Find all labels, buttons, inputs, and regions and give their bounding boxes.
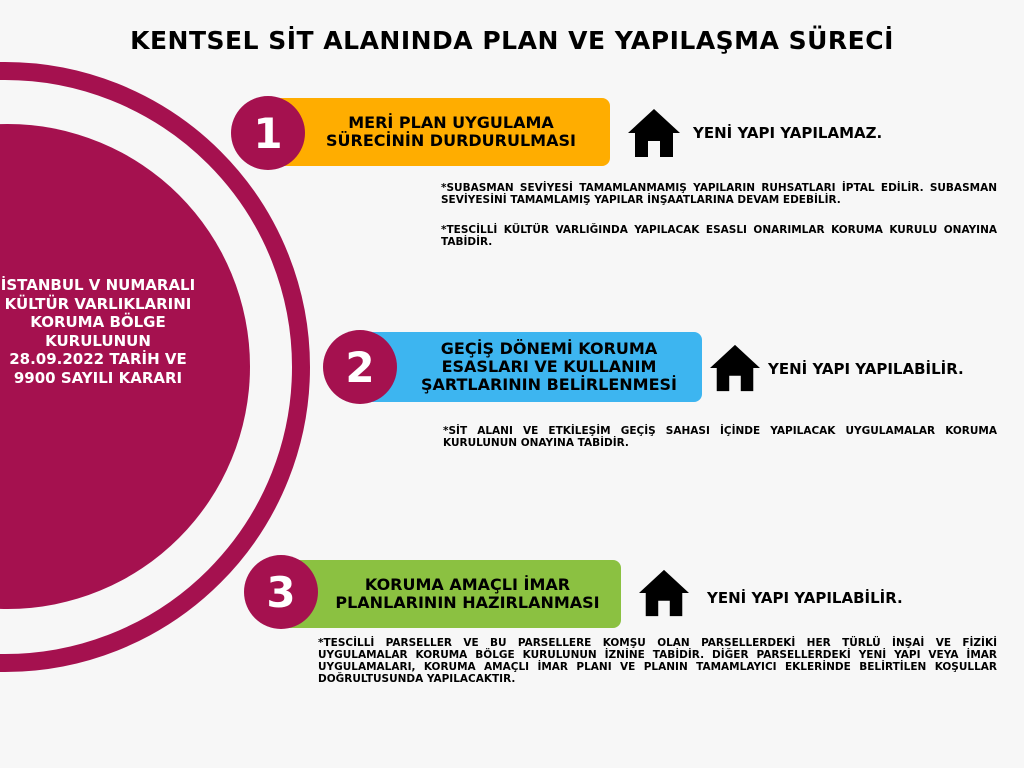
step-1-box <box>262 98 610 166</box>
step-1-notes <box>441 182 997 266</box>
step-3-note-1: *TESCİLLİ PARSELLER VE BU PARSELLERE KOMŞU OLAN PARSELLERDEKİ HER TÜRLÜ İNŞAİ VE FİZİKİ UYGULAMALAR KORUMA BÖLGE KURULUNUN İZNİNE TABİDİR. DİĞER PARSELLERDEKİ YENİ YAPI VEYA İMAR UYGULAMALARI, KORUMA AMAÇLI İMAR PLANI VE PLANIN TAMAMLAYICI EKLERİNDE BELİRTİLEN KOŞULLAR DOĞRULTUSUNDA YAPILACAKTIR. <box>318 637 997 685</box>
step-2-label: GEÇİŞ DÖNEMİ KORUMA ESASLARI VE KULLANIM ŞARTLARININ BELİRLENMESİ <box>420 339 677 394</box>
step-2-notes <box>443 425 997 467</box>
step-2-note-1: *SİT ALANI VE ETKİLEŞİM GEÇİŞ SAHASI İÇİNDE YAPILACAK UYGULAMALAR KORUMA KURULUNUN ONAYINA TABİDİR. <box>443 425 997 449</box>
step-1-label: MERİ PLAN UYGULAMA SÜRECİNİN DURDURULMASI <box>326 113 576 150</box>
house-icon <box>636 568 692 618</box>
page-title: KENTSEL SİT ALANINDA PLAN VE YAPILAŞMA SÜRECİ <box>130 26 894 55</box>
step-3-box <box>276 560 621 628</box>
center-circle-text: İSTANBUL V NUMARALI KÜLTÜR VARLIKLARINI KORUMA BÖLGE KURULUNUN 28.09.2022 TARİH VE 9900 SAYILI KARARI <box>0 276 196 387</box>
step-1-note-1: *SUBASMAN SEVİYESİ TAMAMLANMAMIŞ YAPILARIN RUHSATLARI İPTAL EDİLİR. SUBASMAN SEVİYESİNİ TAMAMLAMIŞ YAPILAR İNŞAATLARINA DEVAM EDEBİLİR. <box>441 182 997 206</box>
step-2-result: YENİ YAPI YAPILABİLİR. <box>768 360 964 378</box>
step-2-box <box>352 332 702 402</box>
step-1-result: YENİ YAPI YAPILAMAZ. <box>693 124 883 142</box>
house-icon <box>626 107 682 159</box>
step-3-number: 3 <box>244 555 318 629</box>
step-1-number: 1 <box>231 96 305 170</box>
step-3-notes <box>318 637 997 703</box>
house-icon <box>707 343 763 393</box>
step-2-number: 2 <box>323 330 397 404</box>
step-1-note-2: *TESCİLLİ KÜLTÜR VARLIĞINDA YAPILACAK ESASLI ONARIMLAR KORUMA KURULU ONAYINA TABİDİR. <box>441 224 997 248</box>
step-3-label: KORUMA AMAÇLI İMAR PLANLARININ HAZIRLANMASI <box>335 575 600 612</box>
step-3-result: YENİ YAPI YAPILABİLİR. <box>707 589 903 607</box>
